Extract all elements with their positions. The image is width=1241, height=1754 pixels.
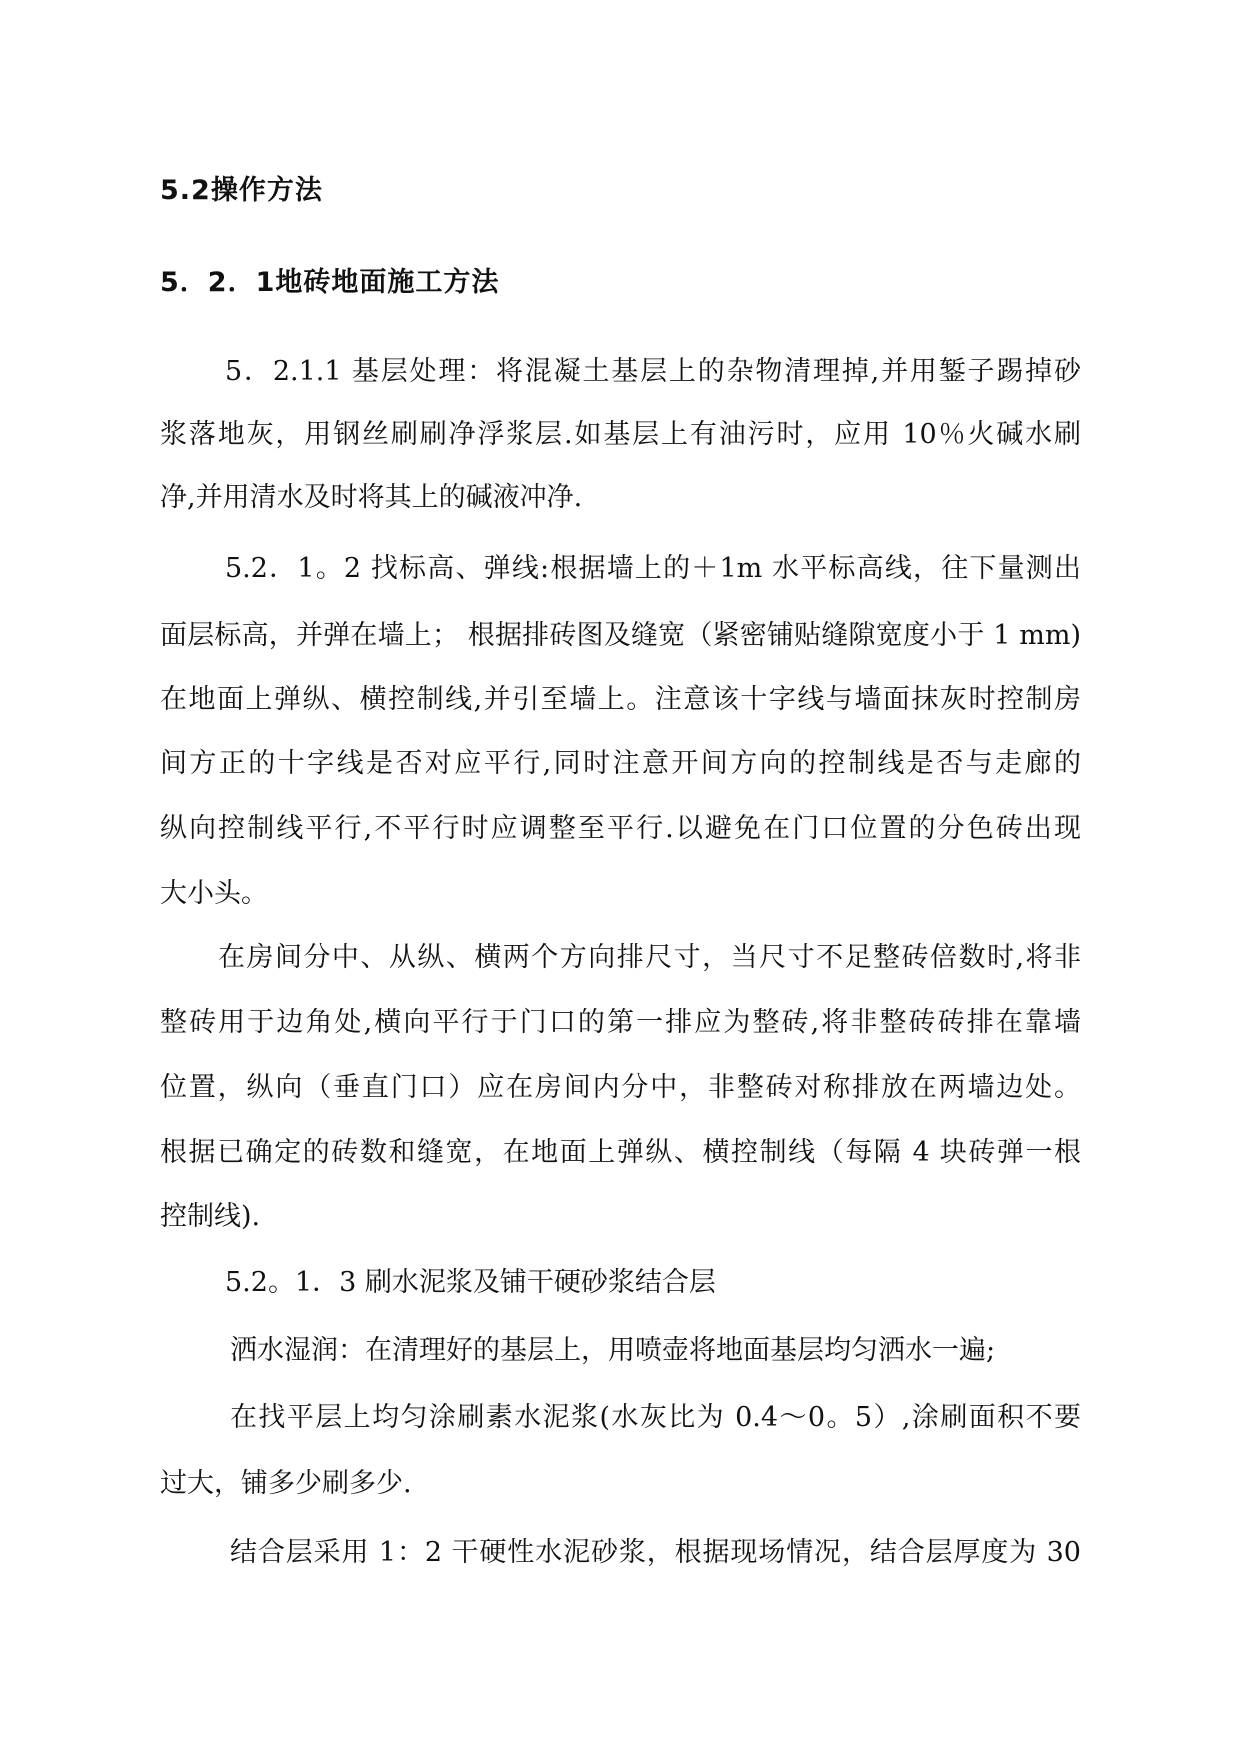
paragraph-line: 间方正的十字线是否对应平行,同时注意开间方向的控制线是否与走廊的 <box>160 748 1081 779</box>
paragraph-line: 过大，铺多少刷多少. <box>160 1468 412 1499</box>
paragraph-line: 纵向控制线平行,不平行时应调整至平行.以避免在门口位置的分色砖出现 <box>160 813 1081 844</box>
paragraph-line: 根据已确定的砖数和缝宽，在地面上弹纵、横控制线（每隔 4 块砖弹一根 <box>160 1137 1081 1168</box>
paragraph-line: 洒水湿润：在清理好的基层上，用喷壶将地面基层均匀洒水一遍; <box>230 1335 996 1366</box>
paragraph-line: 在房间分中、从纵、横两个方向排尺寸，当尺寸不足整砖倍数时,将非 <box>218 942 1081 973</box>
paragraph-line: 5.2。1．3 刷水泥浆及铺干硬砂浆结合层 <box>225 1267 716 1298</box>
paragraph-line: 在地面上弹纵、横控制线,并引至墙上。注意该十字线与墙面抹灰时控制房 <box>160 684 1081 715</box>
paragraph-line: 位置，纵向（垂直门口）应在房间内分中，非整砖对称排放在两墙边处。 <box>160 1072 1081 1103</box>
section-heading: 5.2操作方法 <box>160 175 323 206</box>
paragraph-line: 浆落地灰，用钢丝刷刷净浮浆层.如基层上有油污时，应用 10％火碱水刷 <box>160 419 1081 450</box>
paragraph-line: 结合层采用 1：2 干硬性水泥砂浆，根据现场情况，结合层厚度为 30 <box>230 1537 1081 1568</box>
paragraph-line: 净,并用清水及时将其上的碱液冲净. <box>160 482 583 513</box>
paragraph-line: 在找平层上均匀涂刷素水泥浆(水灰比为 0.4～0。5）,涂刷面积不要 <box>230 1402 1081 1433</box>
paragraph-line: 大小头。 <box>160 878 268 909</box>
paragraph-line: 面层标高，并弹在墙上； 根据排砖图及缝宽（紧密铺贴缝隙宽度小于 1 mm) <box>160 620 1081 651</box>
subsection-heading: 5．2．1地砖地面施工方法 <box>160 267 500 298</box>
paragraph-line: 5.2．1。2 找标高、弹线:根据墙上的＋1m 水平标高线，往下量测出 <box>225 553 1081 584</box>
paragraph-line: 5．2.1.1 基层处理：将混凝土基层上的杂物清理掉,并用錾子踢掉砂 <box>225 356 1081 387</box>
paragraph-line: 控制线). <box>160 1201 261 1232</box>
paragraph-line: 整砖用于边角处,横向平行于门口的第一排应为整砖,将非整砖砖排在靠墙 <box>160 1007 1081 1038</box>
